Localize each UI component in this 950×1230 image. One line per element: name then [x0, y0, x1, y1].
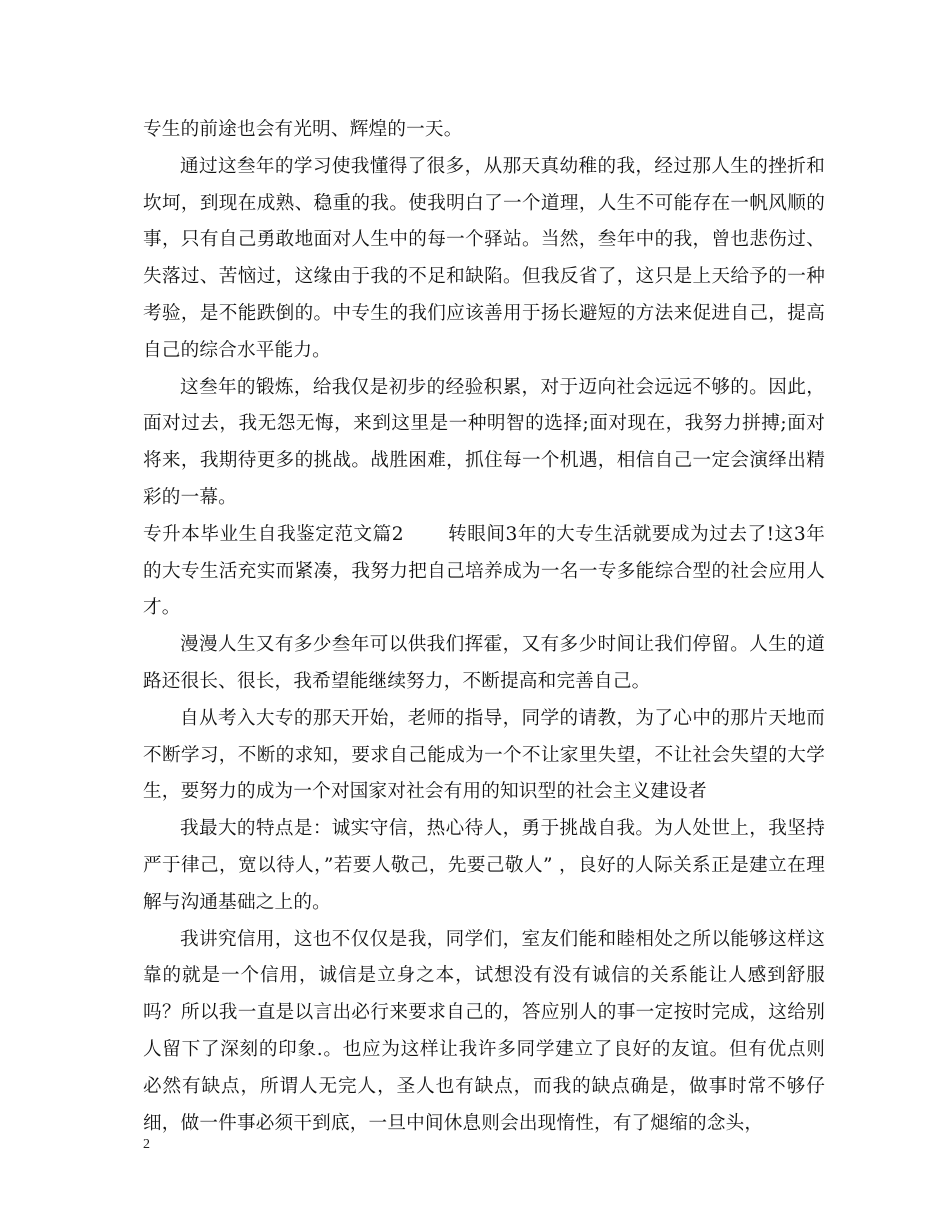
- page-number: 2: [143, 1137, 150, 1152]
- paragraph-article-2: [143, 517, 825, 627]
- paragraph-credibility: 我讲究信用，这也不仅仅是我，同学们，室友们能和睦相处之所以能够这样这靠的就是一个信用，诚信是立身之本，试想没有没有诚信的关系能让人感到舒服吗？所以我一直是以言出必行来要求自己的，答应别人的事一定按时完成，这给别人留下了深刻的印象.。也应为这样让我许多同学建立了良好的友谊。但有优点则必然有缺点，所谓人无完人，圣人也有缺点，而我的缺点确是，做事时常不够仔细，做一件事必须干到底，一旦中间休息则会出现惰性，有了煺缩的念头，: [143, 928, 825, 1134]
- paragraph-training: 这叁年的锻炼，给我仅是初步的经验积累，对于迈向社会远远不够的。因此，面对过去，我无怨无悔，来到这里是一种明智的选择;面对现在，我努力拼搏;面对将来，我期待更多的挑战。战胜困难，抓住每一个机遇，相信自己一定会演绎出精彩的一幕。: [143, 376, 825, 508]
- paragraph-life-road: 漫漫人生又有多少叁年可以供我们挥霍，又有多少时间让我们停留。人生的道路还很长、很长，我希望能继续努力，不断提高和完善自己。: [143, 634, 825, 692]
- paragraph-characteristics: 我最大的特点是：诚实守信，热心待人，勇于挑战自我。为人处世上，我坚持严于律己，宽以待人，”若要人敬己，先要己敬人” ，良好的人际关系正是建立在理解与沟通基础之上的。: [143, 818, 825, 913]
- paragraph-continuation: 专生的前途也会有光明、辉煌的一天。: [143, 119, 463, 140]
- article-heading: 专升本毕业生自我鉴定范文篇2: [143, 523, 404, 545]
- paragraph-three-years-learning: 通过这叁年的学习使我懂得了很多，从那天真幼稚的我，经过那人生的挫折和坎坷，到现在成熟、稳重的我。使我明白了一个道理，人生不可能存在一帆风顺的事，只有自己勇敢地面对人生中的每一个驿站。当然，叁年中的我，曾也悲伤过、失落过、苦恼过，这缘由于我的不足和缺陷。但我反省了，这只是上天给予的一种考验，是不能跌倒的。中专生的我们应该善用于扬长避短的方法来促进自己，提高自己的综合水平能力。: [143, 155, 825, 361]
- article-2-opening: 转眼间3年的大专生活就要成为过去了!这3年的大专生活充实而紧凑，我努力把自己培养成为一名一专多能综合型的社会应用人才。: [143, 523, 825, 619]
- paragraph-since-admission: 自从考入大专的那天开始，老师的指导，同学的请教，为了心中的那片天地而不断学习，不断的求知，要求自己能成为一个不让家里失望，不让社会失望的大学生，要努力的成为一个对国家对社会有用的知识型的社会主义建设者: [143, 707, 825, 803]
- document-body: [143, 112, 825, 1142]
